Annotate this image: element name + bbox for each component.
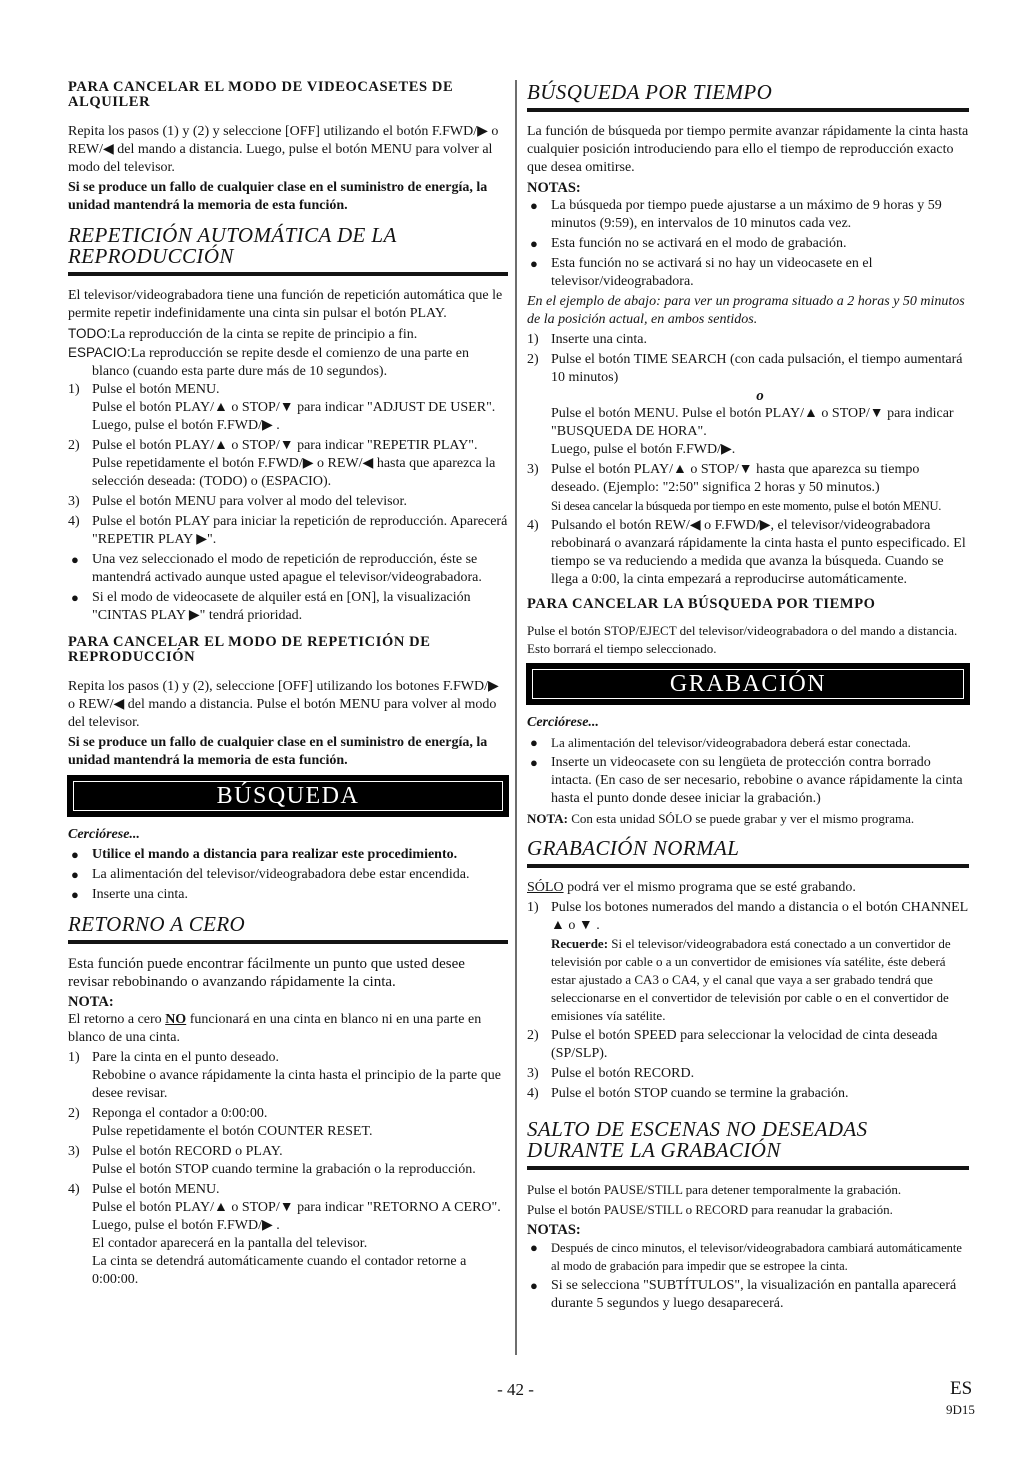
nota-text: El retorno a cero: [68, 1012, 166, 1027]
step-number: 4): [527, 1086, 539, 1101]
grabacion-nota: [527, 810, 969, 828]
bullet-text: Si el modo de videocasete de alquiler está en [ON], la visualización "CINTAS PLAY ▶" tendrá prioridad.: [92, 590, 471, 623]
bullet-text: Esta función no se activará si no hay un videocasete en el televisor/videograbadora.: [551, 256, 873, 289]
normal-section: [527, 838, 969, 1103]
busqueda-section: [68, 776, 508, 904]
list-item: [527, 331, 969, 349]
normal-intro: [527, 879, 969, 897]
list-item: [68, 1143, 508, 1179]
left-column: [68, 80, 508, 1291]
bullet-icon: ●: [530, 755, 538, 770]
bullet-icon: ●: [530, 735, 538, 750]
todo-value: La reproducción de la cinta se repite de principio a fin.: [110, 327, 418, 342]
step-text: Pulse el botón MENU.: [92, 382, 220, 397]
bullet-text: Si se selecciona "SUBTÍTULOS", la visualización en pantalla aparecerá durante 5 segundos y luego desaparecerá.: [551, 1278, 957, 1311]
step-text: Pulse el botón STOP cuando se termine la grabación.: [551, 1086, 849, 1101]
cancel-rental-body: Repita los pasos (1) y (2) y seleccione [OFF] utilizando el botón F.FWD/▶ o REW/◀ del mando a distancia. Luego, pulse el botón MENU para volver al modo del televisor.: [68, 124, 499, 175]
bullet-item: [68, 886, 508, 904]
busqueda-check: Cerciórese...: [68, 827, 140, 842]
cancel-search-body: Pulse el botón STOP/EJECT del televisor/videograbadora o del mando a distancia. Esto borrará el tiempo seleccionado.: [527, 623, 958, 656]
bullet-item: [527, 754, 969, 808]
bullet-item: [527, 235, 969, 253]
skip-section: [527, 1119, 969, 1313]
step-text: Pulse el botón MENU para volver al modo del televisor.: [92, 494, 407, 509]
cancel-search-title: PARA CANCELAR LA BÚSQUEDA POR TIEMPO: [527, 596, 876, 612]
time-search-example: En el ejemplo de abajo: para ver un programa situado a 2 horas y 50 minutos de la posición actual, en ambos sentidos.: [527, 294, 965, 327]
list-item: [527, 1085, 969, 1103]
step-text: Pulse el botón PLAY/▲ o STOP/▼ para indicar "ADJUST DE USER".: [92, 400, 496, 415]
skip-notas-label: NOTAS:: [527, 1222, 581, 1238]
time-search-intro: La función de búsqueda por tiempo permite avanzar rápidamente la cinta hasta cualquier posición introduciendo para ello el tiempo de reproducción exacto que desea omitirse.: [527, 124, 969, 175]
step-number: 1): [68, 1050, 80, 1065]
step-text: Pulse el botón STOP cuando termine la grabación o la reproducción.: [92, 1162, 476, 1177]
step-text: Luego, pulse el botón F.FWD/▶ .: [92, 418, 280, 433]
heading-rule: [527, 1166, 969, 1170]
time-search-section: [527, 82, 969, 589]
step-text: Pulse el botón RECORD o PLAY.: [92, 1144, 283, 1159]
nota-emphasis: NO: [165, 1012, 187, 1027]
repeat-title: REPETICIÓN AUTOMÁTICA DE LA REPRODUCCIÓN: [68, 223, 397, 268]
list-item: [527, 461, 969, 515]
cancel-rental-warning: Si se produce un fallo de cualquier clase en el suministro de energía, la unidad mantendrá la memoria de esta función.: [68, 180, 488, 213]
espacio-value: La reproducción se repite desde el comienzo de una parte en blanco (cuando esta parte dure más de 10 segundos).: [92, 346, 469, 379]
list-item: [527, 351, 969, 459]
cancel-repeat-section: [68, 635, 508, 770]
step-text: [551, 935, 969, 1025]
bullet-text: Una vez seleccionado el modo de repetición de reproducción, éste se mantendrá activado aunque usted apague el televisor/videograbadora.: [92, 552, 482, 585]
skip-p2: Pulse el botón PAUSE/STILL o RECORD para reanudar la grabación.: [527, 1202, 893, 1217]
step-number: 3): [68, 1144, 80, 1159]
cancel-repeat-body: Repita los pasos (1) y (2), seleccione [OFF] utilizando los botones F.FWD/▶ o REW/◀ del mando a distancia. Pulse el botón MENU para volver al modo del televisor.: [68, 679, 499, 730]
list-item: [527, 517, 969, 589]
step-number: 4): [68, 1182, 80, 1197]
bullet-text: La alimentación del televisor/videograbadora deberá estar conectada.: [551, 735, 911, 750]
step-text: Rebobine o avance rápidamente la cinta hasta el principio de la parte que desee revisar.: [92, 1068, 501, 1101]
step-number: 4): [527, 518, 539, 533]
list-item: [68, 381, 508, 435]
bullet-item: [68, 589, 508, 625]
cancel-search-section: [527, 597, 969, 658]
cancel-repeat-title: PARA CANCELAR EL MODO DE REPETICIÓN DE REPRODUCCIÓN: [68, 634, 431, 665]
right-column: [527, 80, 969, 1315]
list-item: [68, 1181, 508, 1289]
column-divider: [515, 80, 517, 1355]
step-text: Pulse el botón PLAY/▲ o STOP/▼ hasta que aparezca su tiempo deseado. (Ejemplo: "2:50" significa 2 horas y 50 minutos.): [551, 462, 920, 495]
bullet-item: [68, 866, 508, 884]
busqueda-banner: BÚSQUEDA: [68, 776, 508, 816]
bullet-icon: ●: [71, 887, 79, 902]
step-text: Luego, pulse el botón F.FWD/▶.: [551, 442, 736, 457]
recuerde-label: Recuerde:: [551, 936, 609, 951]
bullet-icon: ●: [530, 1278, 538, 1293]
bullet-text: Inserte una cinta.: [92, 887, 189, 902]
retorno-title: RETORNO A CERO: [68, 912, 246, 936]
step-text: Pulse el botón PLAY/▲ o STOP/▼ para indicar "REPETIR PLAY".: [92, 438, 478, 453]
bullet-icon: ●: [71, 867, 79, 882]
step-number: 4): [68, 514, 80, 529]
intro-text: podrá ver el mismo programa que se esté grabando.: [563, 880, 856, 895]
bullet-icon: ●: [530, 256, 538, 271]
grabacion-section: [527, 664, 969, 828]
bullet-icon: ●: [71, 552, 79, 567]
grabacion-check: Cerciórese...: [527, 715, 599, 730]
heading-rule: [68, 940, 508, 944]
bullet-icon: ●: [530, 198, 538, 213]
step-text: Pulse el botón PLAY para iniciar la repetición de reproducción. Aparecerá "REPETIR PLAY ▶".: [92, 514, 508, 547]
step-text: Pulse el botón MENU. Pulse el botón PLAY/▲ o STOP/▼ para indicar "BUSQUEDA DE HORA".: [551, 406, 954, 439]
step-number: 2): [68, 438, 80, 453]
intro-emphasis: SÓLO: [527, 880, 564, 895]
step-text: La cinta se detendrá automáticamente cuando el contador retorne a 0:00:00.: [92, 1254, 467, 1287]
bullet-text: La alimentación del televisor/videograbadora debe estar encendida.: [92, 867, 470, 882]
step-number: 3): [527, 1066, 539, 1081]
list-item: [527, 899, 969, 1025]
list-item: [68, 1105, 508, 1141]
bullet-icon: ●: [530, 1240, 538, 1255]
skip-title: SALTO DE ESCENAS NO DESEADAS DURANTE LA GRABACIÓN: [527, 1117, 868, 1162]
step-text: Pulse el botón SPEED para seleccionar la velocidad de cinta deseada (SP/SLP).: [551, 1028, 938, 1061]
step-text: Pulsando el botón REW/◀ o F.FWD/▶, el televisor/videograbadora rebobinará o avanzará rápidamente la cinta hasta el punto especificado. El tiempo se va reduciendo a medida que avanza la búsqueda. Cuando se llega a 0:00, la cinta empezará a reproducirse automáticamente.: [551, 518, 966, 587]
retorno-nota: [68, 1011, 508, 1047]
bullet-text: La búsqueda por tiempo puede ajustarse a un máximo de 9 horas y 59 minutos (9:59), en intervalos de 10 minutos cada vez.: [551, 198, 942, 231]
bullet-item: [527, 197, 969, 233]
skip-p1: Pulse el botón PAUSE/STILL para detener temporalmente la grabación.: [527, 1182, 902, 1197]
step-text: Pulse el botón PLAY/▲ o STOP/▼ para indicar "RETORNO A CERO".: [92, 1200, 501, 1215]
retorno-nota-label: NOTA:: [68, 994, 114, 1010]
cancel-rental-title: PARA CANCELAR EL MODO DE VIDEOCASETES DE ALQUILER: [68, 79, 454, 110]
step-number: 1): [68, 382, 80, 397]
nota-text: Con esta unidad SÓLO se puede grabar y ver el mismo programa.: [567, 811, 915, 826]
retorno-section: [68, 914, 508, 1289]
time-search-notas-label: NOTAS:: [527, 180, 581, 196]
bullet-item: [68, 846, 508, 864]
or-separator: o: [756, 388, 764, 404]
nota-text: funcionará en una cinta en blanco ni en una parte en blanco de una cinta.: [68, 1012, 482, 1045]
model-code: 9D15: [946, 1402, 975, 1417]
espacio-key: ESPACIO:: [68, 345, 131, 360]
step-text: Si desea cancelar la búsqueda por tiempo en este momento, pulse el botón MENU.: [551, 499, 942, 513]
bullet-item: [527, 1277, 969, 1313]
step-number: 1): [527, 332, 539, 347]
repeat-section: [68, 225, 508, 625]
time-search-title: BÚSQUEDA POR TIEMPO: [527, 80, 773, 104]
bullet-item: [527, 734, 969, 752]
normal-title: GRABACIÓN NORMAL: [527, 836, 740, 860]
step-text: Pare la cinta en el punto deseado.: [92, 1050, 279, 1065]
nota-label: NOTA:: [527, 811, 568, 826]
list-item: [68, 493, 508, 511]
step-number: 2): [527, 352, 539, 367]
heading-rule: [527, 864, 969, 868]
step-text: Reponga el contador a 0:00:00.: [92, 1106, 268, 1121]
list-item: [527, 1027, 969, 1063]
recuerde-text: Si el televisor/videograbadora está conectado a un convertidor de televisión por cable o a un convertidor de emisiones vía satélite, éste deberá estar ajustado a CA3 o CA4, y el canal que vaya a ser grabado tendrá que seleccionarse en el convertidor de televisión por cable o en el convertidor de emisiones vía satélite.: [551, 936, 951, 1023]
heading-rule: [527, 108, 969, 112]
cancel-repeat-warning: Si se produce un fallo de cualquier clase en el suministro de energía, la unidad mantendrá la memoria de esta función.: [68, 735, 488, 768]
step-text: Pulse el botón TIME SEARCH (con cada pulsación, el tiempo aumentará 10 minutos): [551, 352, 963, 385]
bullet-icon: ●: [71, 590, 79, 605]
step-text: Pulse repetidamente el botón COUNTER RESET.: [92, 1124, 373, 1139]
bullet-item: [527, 255, 969, 291]
page-number: - 42 -: [497, 1380, 534, 1399]
step-text: Pulse el botón RECORD.: [551, 1066, 695, 1081]
step-number: 3): [527, 462, 539, 477]
cancel-rental-section: [68, 80, 508, 215]
step-number: 2): [527, 1028, 539, 1043]
repeat-todo: [68, 325, 508, 344]
list-item: [68, 513, 508, 549]
step-text: El contador aparecerá en la pantalla del televisor.: [92, 1236, 368, 1251]
step-number: 1): [527, 900, 539, 915]
language-code: ES: [950, 1378, 973, 1399]
step-text: Pulse repetidamente el botón F.FWD/▶ o REW/◀ hasta que aparezca la selección deseada: (TODO) o (ESPACIO).: [92, 456, 496, 489]
list-item: [68, 437, 508, 491]
bullet-text: Esta función no se activará en el modo de grabación.: [551, 236, 847, 251]
step-text: Pulse el botón MENU.: [92, 1182, 220, 1197]
list-item: [68, 1049, 508, 1103]
bullet-item: [527, 1239, 969, 1275]
step-text: Luego, pulse el botón F.FWD/▶ .: [92, 1218, 280, 1233]
step-number: 3): [68, 494, 80, 509]
bullet-icon: ●: [530, 236, 538, 251]
repeat-intro: El televisor/videograbadora tiene una función de repetición automática que le permite repetir indefinidamente una cinta sin pulsar el botón PLAY.: [68, 288, 503, 321]
bullet-item: [68, 551, 508, 587]
bullet-text: Después de cinco minutos, el televisor/videograbadora cambiará automáticamente al modo de grabación para impedir que se estropee la cinta.: [551, 1241, 962, 1273]
todo-key: TODO:: [68, 326, 111, 341]
step-number: 2): [68, 1106, 80, 1121]
bullet-icon: ●: [71, 847, 79, 862]
bullet-text: Utilice el mando a distancia para realizar este procedimiento.: [92, 847, 458, 862]
step-text: Pulse los botones numerados del mando a distancia o el botón CHANNEL ▲ o ▼ .: [551, 900, 968, 933]
heading-rule: [68, 272, 508, 276]
retorno-intro: Esta función puede encontrar fácilmente un punto que usted desee revisar rebobinando o avanzando rápidamente la cinta.: [68, 956, 465, 990]
step-text: Inserte una cinta.: [551, 332, 648, 347]
repeat-espacio: [68, 344, 508, 381]
grabacion-banner: GRABACIÓN: [527, 664, 969, 704]
list-item: [527, 1065, 969, 1083]
bullet-text: Inserte un videocasete con su lengüeta de protección contra borrado intacta. (En caso de ser necesario, rebobine o avance rápidamente la cinta hasta el punto donde desee iniciar la grabación.): [551, 755, 963, 806]
